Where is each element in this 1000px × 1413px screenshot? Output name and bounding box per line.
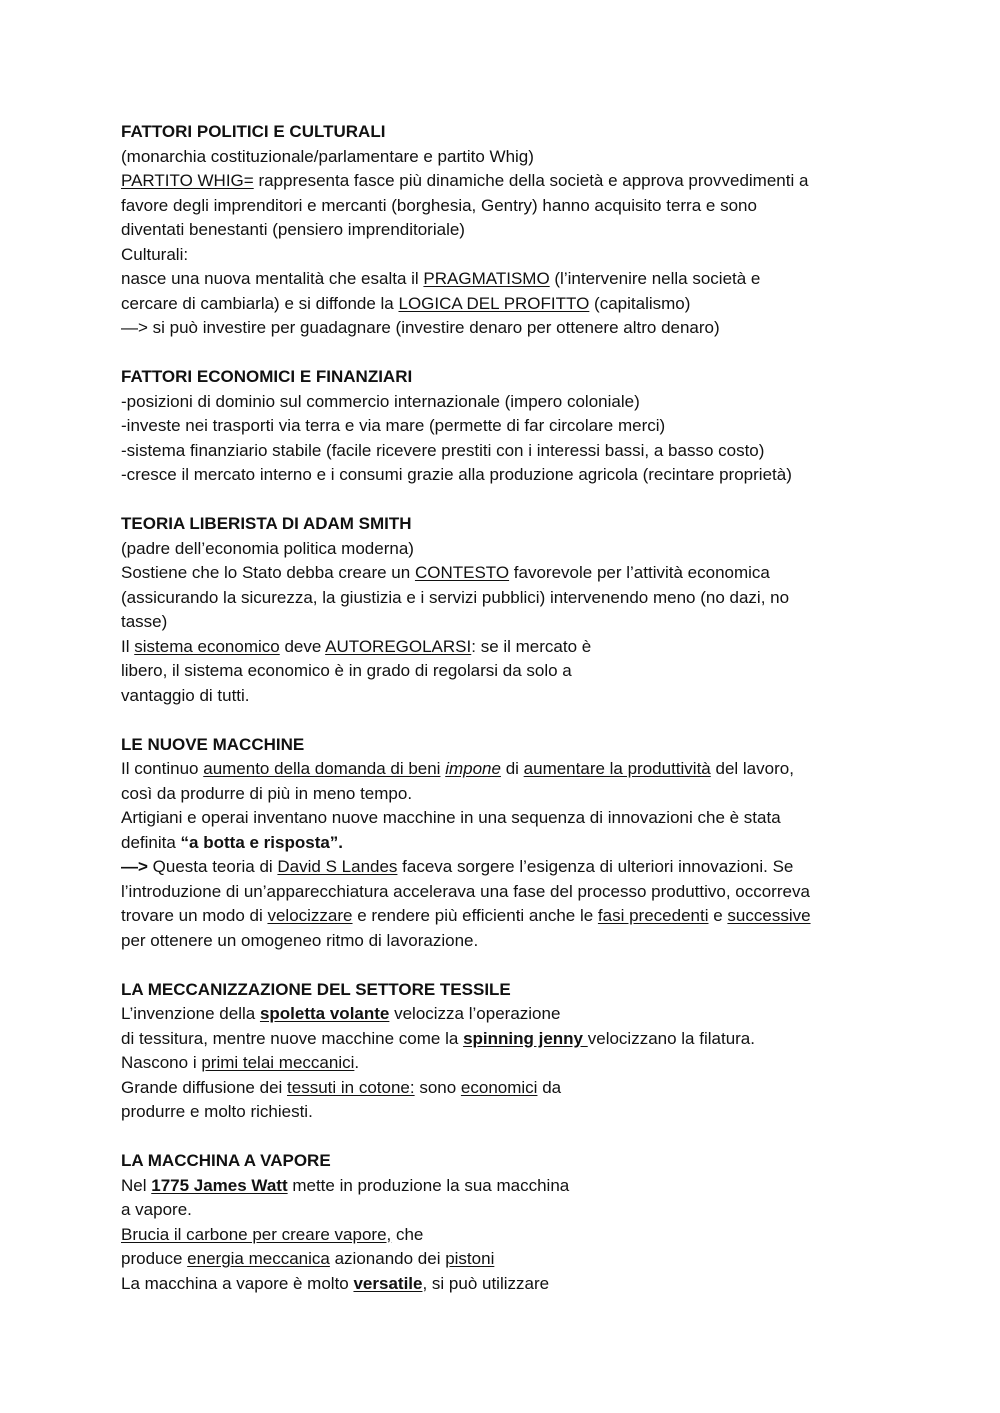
text-line: Artigiani e operai inventano nuove macchine in una sequenza di innovazioni che è stata — [121, 808, 781, 827]
underlined-term: velocizzare — [267, 906, 353, 925]
text-run: rappresenta fasce più dinamiche della società e approva provvedimenti a — [253, 171, 809, 190]
text-line: vantaggio di tutti. — [121, 685, 250, 705]
document-page — [121, 120, 881, 1296]
list-item: -investe nei trasporti via terra e via mare (permette di far circolare merci) — [121, 416, 666, 435]
text-run: Sostiene che lo Stato debba creare un — [121, 563, 415, 582]
list-item: -sistema finanziario stabile (facile ricevere prestiti con i interessi bassi, a basso costo) — [121, 440, 765, 460]
list-item: -posizioni di dominio sul commercio internazionale (impero coloniale) — [121, 391, 640, 411]
text-run: cercare di cambiarla) e si diffonde la — [121, 293, 399, 313]
underlined-term: impone — [445, 759, 501, 778]
text-run: : se il mercato è — [471, 636, 592, 656]
text-run: Questa teoria di — [147, 857, 278, 876]
bold-underlined-term: 1775 James Watt — [151, 1175, 288, 1195]
section-title: LA MACCHINA A VAPORE — [121, 1151, 331, 1170]
text-run: e — [708, 906, 728, 925]
text-line — [121, 635, 881, 660]
underlined-term: AUTOREGOLARSI — [325, 636, 472, 656]
text-line — [121, 267, 881, 292]
text-line — [121, 1272, 881, 1297]
text-line — [121, 757, 881, 782]
text-line — [121, 1027, 881, 1052]
text-run: Nascono i — [121, 1053, 202, 1072]
text-run: che — [391, 1224, 424, 1244]
text-run: da — [537, 1077, 562, 1097]
text-line: a vapore. — [121, 1200, 192, 1219]
text-run: azionando dei — [329, 1249, 446, 1268]
text-run: produce — [121, 1249, 188, 1268]
underlined-term: aumentare la produttività — [523, 759, 711, 778]
text-line — [121, 292, 881, 317]
section-title: LE NUOVE MACCHINE — [121, 734, 305, 754]
text-run: , si può utilizzare — [422, 1273, 550, 1293]
text-run: Grande diffusione dei — [121, 1077, 288, 1097]
text-run: . — [354, 1053, 360, 1072]
text-run: Il — [121, 636, 135, 656]
underlined-term: energia meccanica — [187, 1249, 330, 1268]
text-line: —> si può investire per guadagnare (investire denaro per ottenere altro denaro) — [121, 318, 720, 337]
text-line: (padre dell’economia politica moderna) — [121, 538, 414, 558]
paragraph-gap — [121, 953, 881, 978]
text-run: di — [500, 759, 524, 778]
paragraph-gap — [121, 708, 881, 733]
text-run: velocizza l’operazione — [389, 1004, 561, 1023]
text-run: trovare un modo di — [121, 906, 268, 925]
text-line: l’introduzione di un’apparecchiatura accelerava una fase del processo produttivo, occorreva — [121, 881, 810, 901]
text-run: faceva sorgere l’esigenza di ulteriori innovazioni. Se — [397, 857, 794, 876]
list-item: -cresce il mercato interno e i consumi grazie alla produzione agricola (recintare proprietà) — [121, 465, 792, 484]
text-line: favore degli imprenditori e mercanti (borghesia, Gentry) hanno acquisito terra e sono — [121, 195, 757, 215]
text-line: tasse) — [121, 612, 168, 631]
underlined-term: PRAGMATISMO — [423, 269, 550, 288]
underlined-term: fasi precedenti — [597, 906, 709, 925]
underlined-term: primi telai meccanici — [201, 1053, 355, 1072]
text-line — [121, 1223, 881, 1248]
text-run: di tessitura, mentre nuove macchine come la — [121, 1028, 464, 1048]
text-line: (assicurando la sicurezza, la giustizia e i servizi pubblici) intervenendo meno (no dazi, no — [121, 587, 790, 607]
section-fattori-economici — [121, 365, 881, 488]
text-line — [121, 855, 881, 880]
text-run: Nel — [121, 1175, 152, 1195]
text-run: e rendere più efficienti anche le — [352, 906, 598, 925]
paragraph-gap — [121, 1125, 881, 1150]
section-title: FATTORI ECONOMICI E FINANZIARI — [121, 367, 413, 386]
text-run: sono — [414, 1077, 461, 1097]
underlined-term: economici — [460, 1077, 538, 1097]
section-adam-smith — [121, 512, 881, 708]
text-run: mette in produzione la sua macchina — [287, 1175, 570, 1195]
paragraph-gap — [121, 488, 881, 513]
underlined-term: PARTITO WHIG= — [121, 171, 254, 190]
text-run: L’invenzione della — [121, 1004, 260, 1023]
underlined-term: successive — [727, 906, 811, 925]
text-line — [121, 1247, 881, 1272]
text-run: del lavoro, — [710, 759, 794, 778]
text-line: così da produrre di più in meno tempo. — [121, 783, 413, 803]
text-run: favorevole per l’attività economica — [509, 563, 770, 582]
text-run: (capitalismo) — [589, 293, 691, 313]
section-fattori-politici — [121, 120, 881, 341]
text-run: velocizzano la filatura. — [587, 1028, 755, 1048]
paragraph-gap — [121, 341, 881, 366]
text-line — [121, 1174, 881, 1199]
section-title: FATTORI POLITICI E CULTURALI — [121, 122, 386, 141]
text-line: Culturali: — [121, 244, 189, 264]
text-line: produrre e molto richiesti. — [121, 1102, 313, 1121]
underlined-term: LOGICA DEL PROFITTO — [398, 293, 590, 313]
text-line — [121, 169, 881, 194]
section-settore-tessile — [121, 978, 881, 1125]
arrow-mark: —> — [121, 857, 148, 876]
text-line: per ottenere un omogeneo ritmo di lavorazione. — [121, 930, 479, 950]
text-run: deve — [279, 636, 326, 656]
text-run: nasce una nuova mentalità che esalta il — [121, 269, 424, 288]
underlined-term: aumento della domanda di beni — [203, 759, 441, 778]
text-run: definita — [121, 832, 181, 852]
bold-underlined-term: spoletta volante — [259, 1004, 390, 1023]
bold-term: “a botta e risposta”. — [180, 832, 344, 852]
text-run: La macchina a vapore è molto — [121, 1273, 354, 1293]
text-run: (l’intervenire nella società e — [549, 269, 761, 288]
underlined-term: David S Landes — [277, 857, 398, 876]
underlined-term: CONTESTO — [414, 563, 510, 582]
text-line: libero, il sistema economico è in grado di regolarsi da solo a — [121, 661, 572, 680]
underlined-term: Brucia il carbone per creare vapore, — [121, 1224, 392, 1244]
bold-underlined-term: spinning jenny — [463, 1028, 588, 1048]
section-title: TEORIA LIBERISTA DI ADAM SMITH — [121, 514, 412, 533]
section-title: LA MECCANIZZAZIONE DEL SETTORE TESSILE — [121, 979, 511, 999]
section-nuove-macchine — [121, 733, 881, 954]
text-line — [121, 1051, 881, 1076]
text-line — [121, 1076, 881, 1101]
text-line: diventati benestanti (pensiero imprenditoriale) — [121, 220, 465, 239]
underlined-term: tessuti in cotone: — [287, 1077, 415, 1097]
text-line — [121, 1002, 881, 1027]
underlined-term: pistoni — [445, 1249, 495, 1268]
section-macchina-vapore — [121, 1149, 881, 1296]
bold-underlined-term: versatile — [353, 1273, 423, 1293]
text-run: Il continuo — [121, 759, 204, 778]
text-line: (monarchia costituzionale/parlamentare e partito Whig) — [121, 146, 534, 166]
text-line — [121, 831, 881, 856]
underlined-term: sistema economico — [134, 636, 280, 656]
text-line — [121, 904, 881, 929]
text-line — [121, 561, 881, 586]
